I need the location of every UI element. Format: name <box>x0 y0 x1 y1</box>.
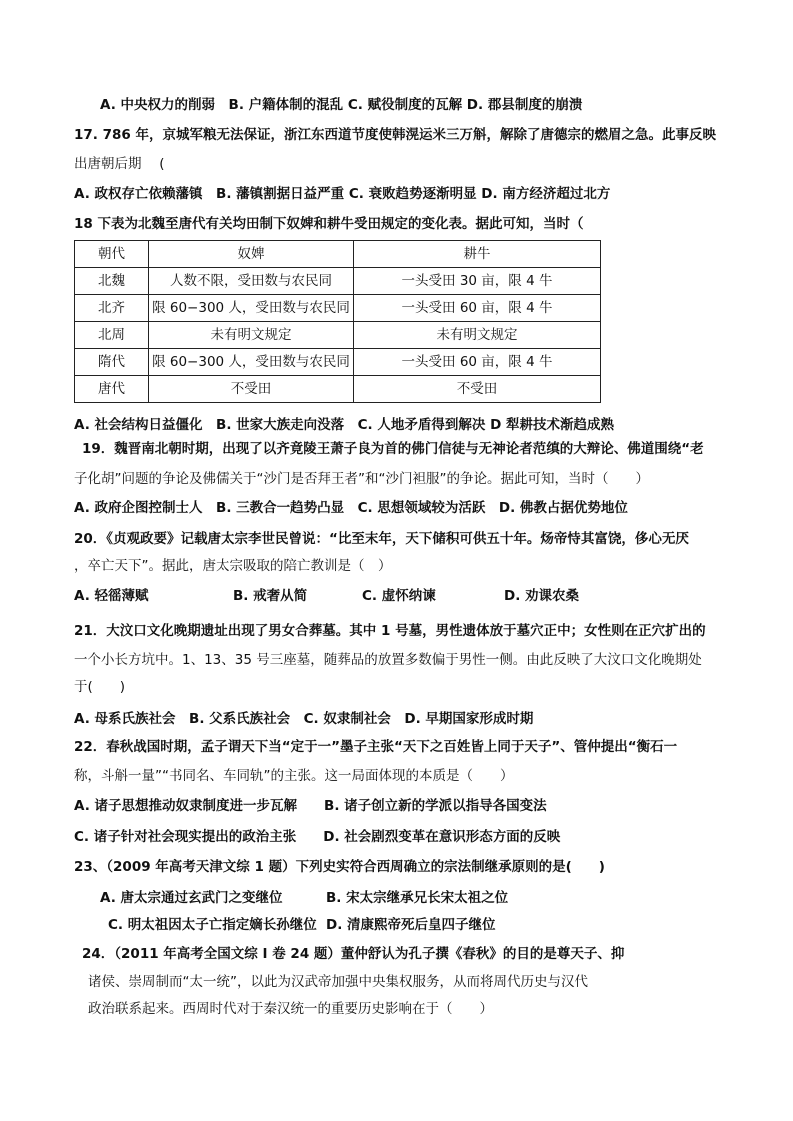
table-cell: 限 60−300 人，受田数与农民同 <box>149 295 354 322</box>
q21-stem-line2: 一个小长方坑中。1、13、35 号三座墓，随葬品的放置多数偏于男性一侧。由此反映了大汶口文化晚期处 <box>74 652 702 668</box>
table-cell: 一头受田 30 亩，限 4 牛 <box>354 268 601 295</box>
q18-stem: 18 下表为北魏至唐代有关均田制下奴婢和耕牛受田规定的变化表。据此可知，当时（ <box>74 216 584 232</box>
q23-option-c: C. 明太祖因太子亡指定嫡长孙继位 <box>108 917 317 933</box>
q22-stem-line2: 称，斗斛一量”“书同名、车同轨”的主张。这一局面体现的本质是（ ） <box>74 768 514 784</box>
table-row <box>75 295 601 322</box>
table-cell: 一头受田 60 亩，限 4 牛 <box>354 349 601 376</box>
q23-option-b: B. 宋太宗继承兄长宋太祖之位 <box>326 890 509 906</box>
q23-stem: 23、（2009 年高考天津文综 1 题）下列史实符合西周确立的宗法制继承原则的是( ) <box>74 859 605 875</box>
q21-options: A. 母系氏族社会 B. 父系氏族社会 C. 奴隶制社会 D. 早期国家形成时期 <box>74 711 534 727</box>
table-cell: 未有明文规定 <box>354 322 601 349</box>
q22-stem-line1: 22．春秋战国时期，孟子谓天下当“定于一”墨子主张“天下之百姓皆上同于天子”、管仲提出“衡石一 <box>74 739 678 755</box>
q17-options: A. 政权存亡依赖藩镇 B. 藩镇割据日益严重 C. 衰败趋势逐渐明显 D. 南方经济超过北方 <box>74 186 611 202</box>
q20-option-b: B. 戒奢从简 <box>233 588 308 604</box>
q24-stem-line3: 政治联系起来。西周时代对于秦汉统一的重要历史影响在于（ ） <box>88 1001 493 1017</box>
table-cell: 不受田 <box>354 376 601 403</box>
table-cell: 北周 <box>75 322 149 349</box>
table-header-cell: 奴婢 <box>149 241 354 268</box>
q20-stem-line2: ，卒亡天下”。据此，唐太宗吸取的陪亡教训是（ ） <box>74 558 392 574</box>
q20-option-c: C. 虚怀纳谏 <box>362 588 436 604</box>
table-cell: 限 60−300 人，受田数与农民同 <box>149 349 354 376</box>
q16-options: A. 中央权力的削弱 B. 户籍体制的混乱 C. 赋役制度的瓦解 D. 郡县制度的崩溃 <box>100 97 583 113</box>
q19-stem-line2: 子化胡”问题的争论及佛儒关于“沙门是否拜王者”和“沙门袒服”的争论。据此可知，当时（ ） <box>74 471 649 487</box>
table-row <box>75 349 601 376</box>
q18-options: A. 社会结构日益僵化 B. 世家大族走向没落 C. 人地矛盾得到解决 D 犁耕技术渐趋成熟 <box>74 417 614 433</box>
table-row <box>75 268 601 295</box>
q19-options: A. 政府企图控制士人 B. 三教合一趋势凸显 C. 思想领域较为活跃 D. 佛教占据优势地位 <box>74 500 628 516</box>
land-allocation-table <box>74 240 601 403</box>
table-row <box>75 322 601 349</box>
q24-stem-line1: 24．（2011 年高考全国文综 I 卷 24 题）董仲舒认为孔子撰《春秋》的目的是尊天子、抑 <box>82 946 625 962</box>
table-cell: 不受田 <box>149 376 354 403</box>
table-cell: 未有明文规定 <box>149 322 354 349</box>
q22-options-line1: A. 诸子思想推动奴隶制度进一步瓦解 B. 诸子创立新的学派以指导各国变法 <box>74 798 547 814</box>
q23-option-d: D. 清康熙帝死后皇四子继位 <box>326 917 496 933</box>
q17-stem-line2: 出唐朝后期 ( <box>74 156 165 172</box>
q21-stem-line1: 21．大汶口文化晚期遗址出现了男女合葬墓。其中 1 号墓，男性遗体放于墓穴正中；女性则在正穴扩出的 <box>74 623 706 639</box>
q20-stem-line1: 20．《贞观政要》记载唐太宗李世民曾说：“比至末年，天下储积可供五十年。炀帝恃其富饶，侈心无厌 <box>74 531 689 547</box>
q19-stem-line1: 19．魏晋南北朝时期，出现了以齐竟陵王萧子良为首的佛门信徒与无神论者范缜的大辩论、佛道围绕“老 <box>82 441 704 457</box>
table-cell: 人数不限，受田数与农民同 <box>149 268 354 295</box>
table-cell: 唐代 <box>75 376 149 403</box>
table-cell: 北齐 <box>75 295 149 322</box>
table-cell: 一头受田 60 亩，限 4 牛 <box>354 295 601 322</box>
table-header-row <box>75 241 601 268</box>
q17-stem-line1: 17. 786 年，京城军粮无法保证，浙江东西道节度使韩滉运米三万斛，解除了唐德宗的燃眉之急。此事反映 <box>74 127 716 143</box>
q20-option-d: D. 劝课农桑 <box>504 588 580 604</box>
q22-options-line2: C. 诸子针对社会现实提出的政治主张 D. 社会剧烈变革在意识形态方面的反映 <box>74 829 561 845</box>
table-header-cell: 朝代 <box>75 241 149 268</box>
table-cell: 北魏 <box>75 268 149 295</box>
table-row <box>75 376 601 403</box>
q21-stem-line3: 于( ) <box>74 679 126 695</box>
table-cell: 隋代 <box>75 349 149 376</box>
q23-option-a: A. 唐太宗通过玄武门之变继位 <box>100 890 283 906</box>
q20-option-a: A. 轻徭薄赋 <box>74 588 149 604</box>
table-header-cell: 耕牛 <box>354 241 601 268</box>
q24-stem-line2: 诸侯、崇周制而“太一统”，以此为汉武帝加强中央集权服务，从而将周代历史与汉代 <box>88 974 588 990</box>
